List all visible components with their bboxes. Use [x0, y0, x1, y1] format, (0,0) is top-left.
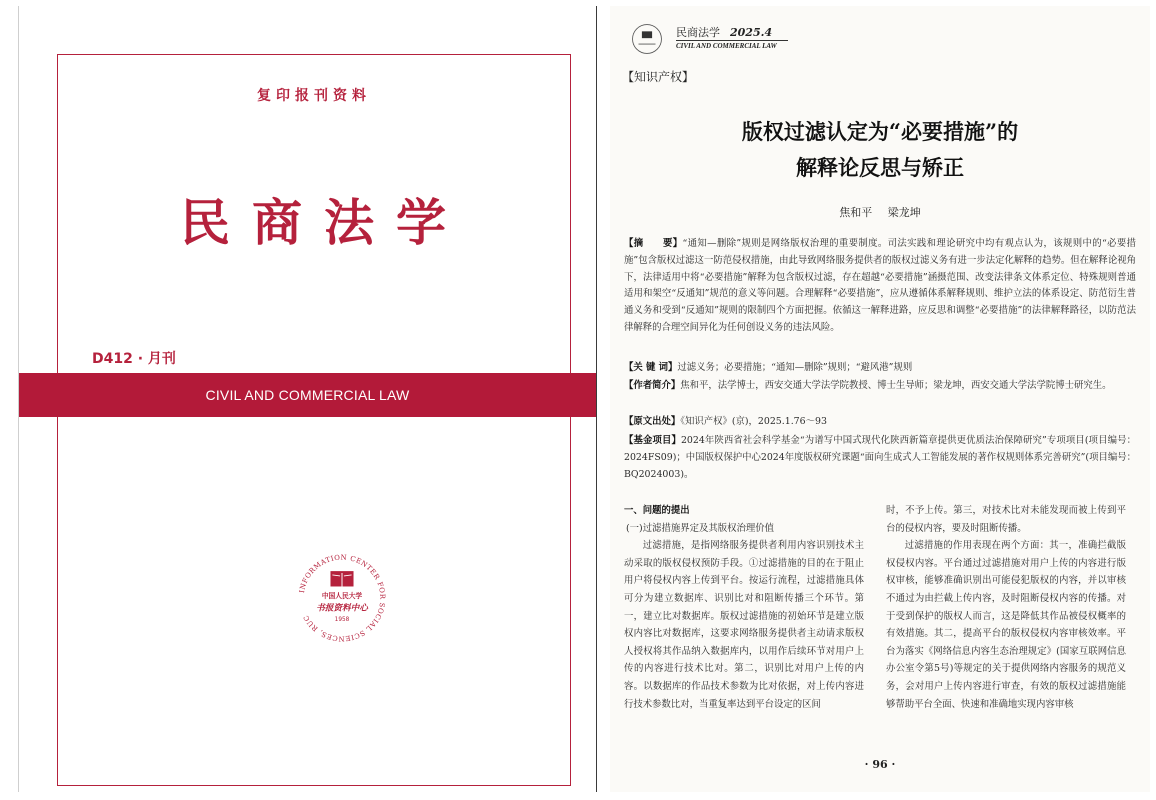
article-page — [610, 6, 1150, 792]
cover-page — [18, 6, 596, 792]
article-authors: 焦和平 梁龙坤 — [839, 206, 921, 219]
body-heading1: 一、问题的提出 — [624, 505, 690, 516]
header-issue: 2025.4 — [730, 26, 773, 39]
publisher-logo — [294, 550, 390, 646]
body-paragraph-right1: 时，不予上传。第三，对技术比对未能发现而被上传到平台的侵权内容，要及时阻断传播。 — [886, 505, 1126, 534]
fund-label: 【基金项目】 — [624, 435, 681, 446]
header-english: CIVIL AND COMMERCIAL LAW — [676, 40, 788, 50]
logo-line2: 书报资料中心 — [316, 603, 368, 614]
body-paragraph-right2: 过滤措施的作用表现在两个方面：其一，准确拦截版权侵权内容。平台通过过滤措施对用户上传的内容进行版权审核，能够准确识别出可能侵犯版权的内容，并以审核不通过为由拦截上传内容，及时阻断侵权内容的传播。对于受到保护的版权人而言，这是降低其作品被侵权概率的有效措施。其二，提高平台的版权侵权内容审核效率。平台为落实《网络信息内容生态治理规定》(国家互联网信息办公室令第5号)等规定的关于提供网络内容服务的规范义务，会对用户上传内容进行审查，有效的版权过滤措施能够帮助平台全面、快速和准确地实现内容审核 — [886, 540, 1126, 710]
body-column-right — [886, 502, 1126, 713]
logo-ring-text: INFORMATION CENTER FOR SOCIAL SCIENCES, RUC — [297, 553, 387, 643]
fund-text: 2024年陕西省社会科学基金“为谱写中国式现代化陕西新篇章提供更优质法治保障研究”专项项目(项目编号：2024FS09)；中国版权保护中心2024年度版权研究课题“面向生成式人工智能发展的著作权规则体系完善研究”(项目编号：BQ2024003)。 — [624, 435, 1136, 480]
article-title-line1: 版权过滤认定为“必要措施”的 — [741, 119, 1019, 144]
body-heading2: (一)过滤措施界定及其版权治理价值 — [626, 522, 774, 534]
source-label: 【原文出处】 — [624, 416, 681, 427]
series-label: 复印报刊资料 — [257, 88, 371, 104]
section-tag: 【知识产权】 — [622, 70, 695, 84]
keywords-text: 过滤义务；必要措施；“通知—删除”规则；“避风港”规则 — [677, 362, 913, 373]
journal-code: D412 · 月刊 — [92, 351, 176, 367]
journal-title: 民商法学 — [180, 194, 468, 252]
cover-frame — [57, 54, 571, 786]
logo-line1: 中国人民大学 — [321, 592, 363, 600]
article-title — [610, 114, 1150, 186]
page-number: · 96 · — [864, 758, 896, 771]
fund-block — [624, 433, 1136, 483]
header-journal-name: 民商法学 — [676, 26, 720, 39]
spine-divider — [596, 6, 597, 792]
header-logo — [630, 22, 664, 56]
english-title-band — [19, 373, 596, 417]
author-intro-block — [624, 378, 1136, 395]
abstract-label: 【摘 要】 — [624, 238, 683, 249]
keywords-label: 【关 键 词】 — [624, 362, 678, 373]
header-journal — [676, 24, 772, 40]
body-paragraph-left: 过滤措施，是指网络服务提供者利用内容识别技术主动采取的版权侵权预防手段。①过滤措施的目的在于阻止用户将侵权内容上传到平台。按运行流程，过滤措施具体可分为建立数据库、识别比对和阻断传播三个环节。第一，建立比对数据库。版权过滤措施的初始环节是建立版权内容比对数据库，这要求网络服务提供者主动请求版权人授权将其作品纳入数据库内，以用作后续环节对用户上传的内容进行技术比对。第二，识别比对用户上传的内容。以数据库的作品技术参数为比对依据，对上传内容进行技术参数比对，当重复率达到平台设定的区间 — [624, 540, 864, 710]
source-block — [624, 414, 1136, 431]
source-text: 《知识产权》(京)，2025.1.76～93 — [680, 416, 827, 427]
author-intro-label: 【作者简介】 — [624, 380, 681, 391]
body-column-left — [624, 502, 864, 713]
abstract-text: “通知—删除”规则是网络版权治理的重要制度。司法实践和理论研究中均有观点认为，该规则中的“必要措施”包含版权过滤这一防范侵权措施，由此导致网络服务提供者的版权过滤义务有进一步法定化解释的趋势。但在解释论视角下，法律适用中将“必要措施”解释为包含版权过滤，存在超越“必要措施”涵摄范围、改变法律条文体系定位、特殊规则普通适用和架空“反通知”规范的意义等问题。合理解释“必要措施”，应从遵循体系解释规则、维护立法的体系设定、防范衍生普通义务和受到“反通知”规则的限制四个方面把握。依循这一解释进路，应反思和调整“必要措施”的法律解释路径，以防范法律解释的合理空间异化为任何创设义务的违法风险。 — [624, 238, 1136, 333]
article-title-line2: 解释论反思与矫正 — [796, 155, 964, 180]
english-title: CIVIL AND COMMERCIAL LAW — [205, 387, 410, 403]
author-intro-text: 焦和平，法学博士，西安交通大学法学院教授、博士生导师；梁龙坤，西安交通大学法学院博士研究生。 — [680, 380, 1112, 391]
keywords-block — [624, 360, 1136, 377]
abstract-block — [624, 236, 1136, 337]
logo-year: 1958 — [334, 617, 350, 624]
